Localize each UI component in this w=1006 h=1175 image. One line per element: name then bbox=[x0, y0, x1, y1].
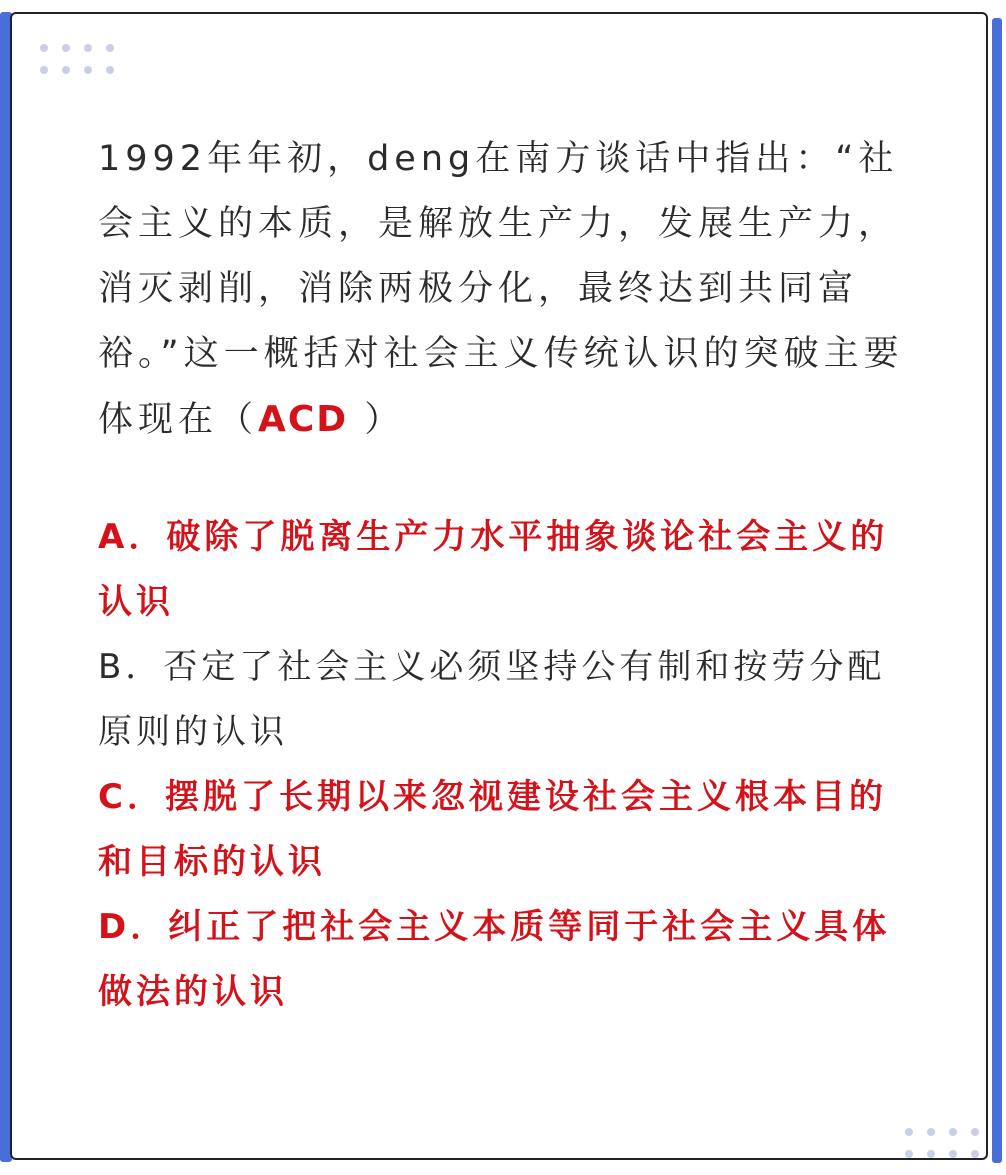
question-stem: 1992年年初，deng在南方谈话中指出：“社会主义的本质，是解放生产力，发展生产力，消灭剥削，消除两极分化，最终达到共同富裕。”这一概括对社会主义传统认识的突破主要体现在（ bbox=[98, 139, 904, 440]
answer-key: ACD bbox=[258, 399, 349, 440]
right-accent-bar bbox=[992, 18, 1002, 1163]
option-a: A．破除了脱离生产力水平抽象谈论社会主义的认识 bbox=[98, 517, 889, 622]
option-d: D．纠正了把社会主义本质等同于社会主义具体做法的认识 bbox=[98, 907, 891, 1012]
decorative-dots-bottom bbox=[905, 1128, 979, 1158]
option-c: C．摆脱了长期以来忽视建设社会主义根本目的和目标的认识 bbox=[98, 777, 887, 882]
option-b: B．否定了社会主义必须坚持公有制和按劳分配原则的认识 bbox=[98, 647, 886, 752]
question-text bbox=[98, 127, 910, 453]
question-content bbox=[98, 127, 910, 1025]
decorative-dots-top bbox=[40, 44, 114, 74]
options-list bbox=[98, 505, 910, 1025]
question-closing: ） bbox=[364, 400, 405, 440]
